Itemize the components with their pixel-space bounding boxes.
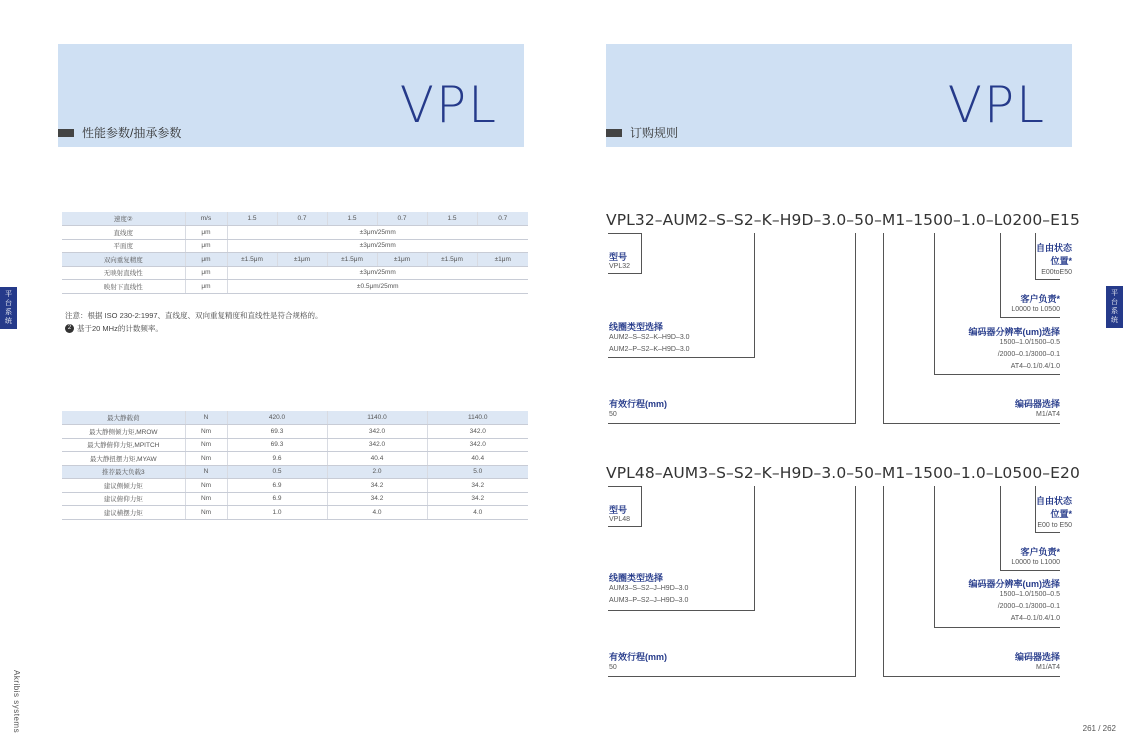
load-table (62, 411, 528, 520)
customer-title: 客户负责* (1020, 294, 1060, 304)
connector-line (883, 486, 884, 676)
table-cell: μm (185, 280, 227, 294)
resolution-value-2: /2000–0.1/3000–0.1 (997, 603, 1060, 610)
side-tab-char: 平 (1111, 290, 1118, 297)
order-code: VPL48–AUM3–S–S2–K–H9D–3.0–50–M1–1500–1.0–L0500–E20 (606, 464, 1080, 482)
table-cell: 0.7 (377, 212, 427, 226)
left-section-title: 性能参数/抽承参数 (82, 126, 182, 140)
stroke-value: 50 (609, 411, 617, 418)
table-cell: 建议侧倾力矩 (62, 479, 185, 493)
coil-title: 线圈类型选择 (609, 573, 664, 583)
side-tab-char: 台 (1111, 299, 1118, 306)
stroke-title: 有效行程(mm) (609, 399, 667, 409)
table-cell: 420.0 (227, 411, 327, 425)
table-row (62, 253, 528, 267)
free-state-title-2: 位置* (1050, 256, 1072, 266)
note-frequency-text: 基于20 MHz的计数频率。 (77, 324, 163, 333)
performance-table (62, 212, 528, 294)
side-tab-char: 平 (5, 291, 12, 298)
connector-line (608, 526, 642, 527)
table-cell: ±1μm (477, 253, 528, 267)
table-cell: Nm (185, 506, 227, 520)
table-cell: 342.0 (427, 425, 528, 439)
side-tab-char: 台 (5, 300, 12, 307)
connector-line (608, 423, 856, 424)
connector-line (1000, 233, 1001, 317)
table-cell: 40.4 (427, 452, 528, 466)
connector-line (883, 423, 1060, 424)
connector-line (934, 627, 1060, 628)
table-cell: ±1.5μm (327, 253, 377, 267)
table-cell: N (185, 465, 227, 479)
connector-line (1035, 532, 1060, 533)
table-cell: 4.0 (327, 506, 427, 520)
table-cell: μm (185, 239, 227, 253)
connector-line (608, 486, 642, 487)
coil-value-2: AUM3–P–S2–J–H9D–3.0 (609, 597, 689, 604)
right-side-tab[interactable] (1106, 286, 1123, 328)
table-cell: 2.0 (327, 465, 427, 479)
table-cell: Nm (185, 492, 227, 506)
table-cell: ±1.5μm (427, 253, 477, 267)
resolution-value-1: 1500–1.0/1500–0.5 (999, 591, 1060, 598)
table-cell: ±3μm/25mm (227, 266, 528, 280)
connector-line (934, 374, 1060, 375)
model-title: 型号 (609, 252, 628, 262)
table-cell: 最大静载荷 (62, 411, 185, 425)
note-iso: 注意：根据 ISO 230-2:1997、直线度、双向重复精度和直线性是符合规格的。 (65, 311, 323, 320)
resolution-value-3: AT4–0.1/0.4/1.0 (1010, 615, 1060, 622)
connector-line (641, 486, 642, 526)
connector-line (1000, 317, 1060, 318)
page-number: 261 / 262 (1082, 724, 1116, 733)
connector-line (934, 233, 935, 375)
connector-line (608, 357, 755, 358)
table-row (62, 280, 528, 294)
stroke-value: 50 (609, 664, 617, 671)
table-cell: ±1μm (377, 253, 427, 267)
table-row (62, 266, 528, 280)
table-cell: 建议俯仰力矩 (62, 492, 185, 506)
free-state-title-2: 位置* (1050, 509, 1072, 519)
table-row (62, 212, 528, 226)
table-cell: μm (185, 226, 227, 240)
section-marker-icon (58, 129, 74, 137)
table-cell: 无映射直线性 (62, 266, 185, 280)
connector-line (934, 486, 935, 628)
table-cell: 40.4 (327, 452, 427, 466)
table-cell: 最大静俯仰力矩,MPITCH (62, 438, 185, 452)
model-value: VPL48 (609, 516, 631, 523)
table-cell: ±0.5μm/25mm (227, 280, 528, 294)
free-state-title-1: 自由状态 (1035, 243, 1072, 253)
left-banner (58, 44, 524, 147)
connector-line (608, 676, 856, 677)
table-row (62, 425, 528, 439)
table-cell: Nm (185, 438, 227, 452)
table-cell: 69.3 (227, 438, 327, 452)
table-cell: 最大静侧倾力矩,MROW (62, 425, 185, 439)
table-cell: 0.7 (277, 212, 327, 226)
table-cell: 9.6 (227, 452, 327, 466)
table-row (62, 239, 528, 253)
table-cell: Nm (185, 452, 227, 466)
brand-vertical: Akribis systems (12, 670, 21, 734)
connector-line (608, 610, 755, 611)
table-cell: 1.0 (227, 506, 327, 520)
table-cell: Nm (185, 479, 227, 493)
table-cell: 34.2 (427, 479, 528, 493)
free-state-title-1: 自由状态 (1035, 496, 1072, 506)
table-cell: 5.0 (427, 465, 528, 479)
side-tab-char: 统 (5, 318, 12, 325)
right-section-title: 订购规则 (630, 126, 679, 140)
connector-line (754, 233, 755, 357)
table-cell: 342.0 (327, 438, 427, 452)
table-cell: 34.2 (427, 492, 528, 506)
right-section-header (606, 124, 678, 141)
free-state-value: E00 to E50 (1037, 522, 1072, 529)
table-cell: ±3μm/25mm (227, 239, 528, 253)
table-row (62, 506, 528, 520)
connector-line (608, 233, 642, 234)
table-cell: ±1μm (277, 253, 327, 267)
resolution-title: 编码器分辨率(um)选择 (968, 579, 1060, 589)
table-cell: 1.5 (427, 212, 477, 226)
customer-title: 客户负责* (1020, 547, 1060, 557)
table-cell: μm (185, 266, 227, 280)
encoder-value: M1/AT4 (1036, 411, 1060, 418)
encoder-title: 编码器选择 (1014, 399, 1060, 409)
coil-value-2: AUM2–P–S2–K–H9D–3.0 (609, 346, 690, 353)
table-cell: Nm (185, 425, 227, 439)
table-cell: 0.7 (477, 212, 528, 226)
table-cell: 映射下直线性 (62, 280, 185, 294)
connector-line (1035, 486, 1036, 532)
order-code: VPL32–AUM2–S–S2–K–H9D–3.0–50–M1–1500–1.0–L0200–E15 (606, 211, 1080, 229)
left-banner-title: VPL (399, 76, 498, 134)
side-tab-char: 统 (1111, 317, 1118, 324)
table-cell: 6.9 (227, 492, 327, 506)
note-number-badge: 2 (65, 324, 74, 333)
encoder-value: M1/AT4 (1036, 664, 1060, 671)
note-frequency (65, 322, 323, 335)
connector-line (608, 273, 642, 274)
section-marker-icon (606, 129, 622, 137)
table-cell: N (185, 411, 227, 425)
table-row (62, 226, 528, 240)
order-code-block-1 (606, 211, 1080, 451)
right-banner-title: VPL (947, 76, 1046, 134)
model-value: VPL32 (609, 263, 631, 270)
table-cell: 1.5 (327, 212, 377, 226)
table-row (62, 465, 528, 479)
table-cell: 推荐最大负载3 (62, 465, 185, 479)
coil-title: 线圈类型选择 (609, 322, 664, 332)
coil-value-1: AUM3–S–S2–J–H9D–3.0 (609, 585, 689, 592)
order-code-block-2 (606, 464, 1080, 704)
table-cell: 1140.0 (327, 411, 427, 425)
table-notes (65, 309, 323, 335)
table-cell: 1.5 (227, 212, 277, 226)
connector-line (1000, 486, 1001, 570)
connector-line (1035, 233, 1036, 279)
customer-value: L0000 to L1000 (1011, 559, 1060, 566)
resolution-value-1: 1500–1.0/1500–0.5 (999, 339, 1060, 346)
connector-line (754, 486, 755, 610)
table-row (62, 492, 528, 506)
table-cell: 双向重复精度 (62, 253, 185, 267)
table-cell: ±3μm/25mm (227, 226, 528, 240)
free-state-value: E00toE50 (1041, 269, 1072, 276)
stroke-title: 有效行程(mm) (609, 652, 667, 662)
table-cell: 69.3 (227, 425, 327, 439)
resolution-value-2: /2000–0.1/3000–0.1 (997, 351, 1060, 358)
table-cell: 平面度 (62, 239, 185, 253)
table-cell: m/s (185, 212, 227, 226)
table-cell: 直线度 (62, 226, 185, 240)
table-cell: μm (185, 253, 227, 267)
table-cell: 最大静扭摆力矩,MYAW (62, 452, 185, 466)
table-row (62, 411, 528, 425)
connector-line (641, 233, 642, 273)
resolution-value-3: AT4–0.1/0.4/1.0 (1010, 363, 1060, 370)
right-banner (606, 44, 1072, 147)
table-cell: 342.0 (327, 425, 427, 439)
table-cell: 342.0 (427, 438, 528, 452)
table-cell: ±1.5μm (227, 253, 277, 267)
coil-value-1: AUM2–S–S2–K–H9D–3.0 (609, 334, 690, 341)
connector-line (883, 676, 1060, 677)
table-cell: 1140.0 (427, 411, 528, 425)
table-cell: 建议横摆力矩 (62, 506, 185, 520)
table-row (62, 438, 528, 452)
connector-line (855, 486, 856, 676)
left-side-tab[interactable] (0, 287, 17, 329)
side-tab-char: 系 (5, 309, 12, 316)
resolution-title: 编码器分辨率(um)选择 (968, 327, 1060, 337)
side-tab-char: 系 (1111, 308, 1118, 315)
table-cell: 0.5 (227, 465, 327, 479)
table-cell: 34.2 (327, 492, 427, 506)
model-title: 型号 (609, 505, 628, 515)
left-section-header (58, 124, 181, 141)
connector-line (855, 233, 856, 423)
connector-line (883, 233, 884, 423)
connector-line (1000, 570, 1060, 571)
table-row (62, 452, 528, 466)
table-cell: 速度② (62, 212, 185, 226)
connector-line (1035, 279, 1060, 280)
table-cell: 34.2 (327, 479, 427, 493)
table-cell: 4.0 (427, 506, 528, 520)
customer-value: L0000 to L0500 (1011, 306, 1060, 313)
encoder-title: 编码器选择 (1014, 652, 1060, 662)
table-cell: 6.9 (227, 479, 327, 493)
table-row (62, 479, 528, 493)
